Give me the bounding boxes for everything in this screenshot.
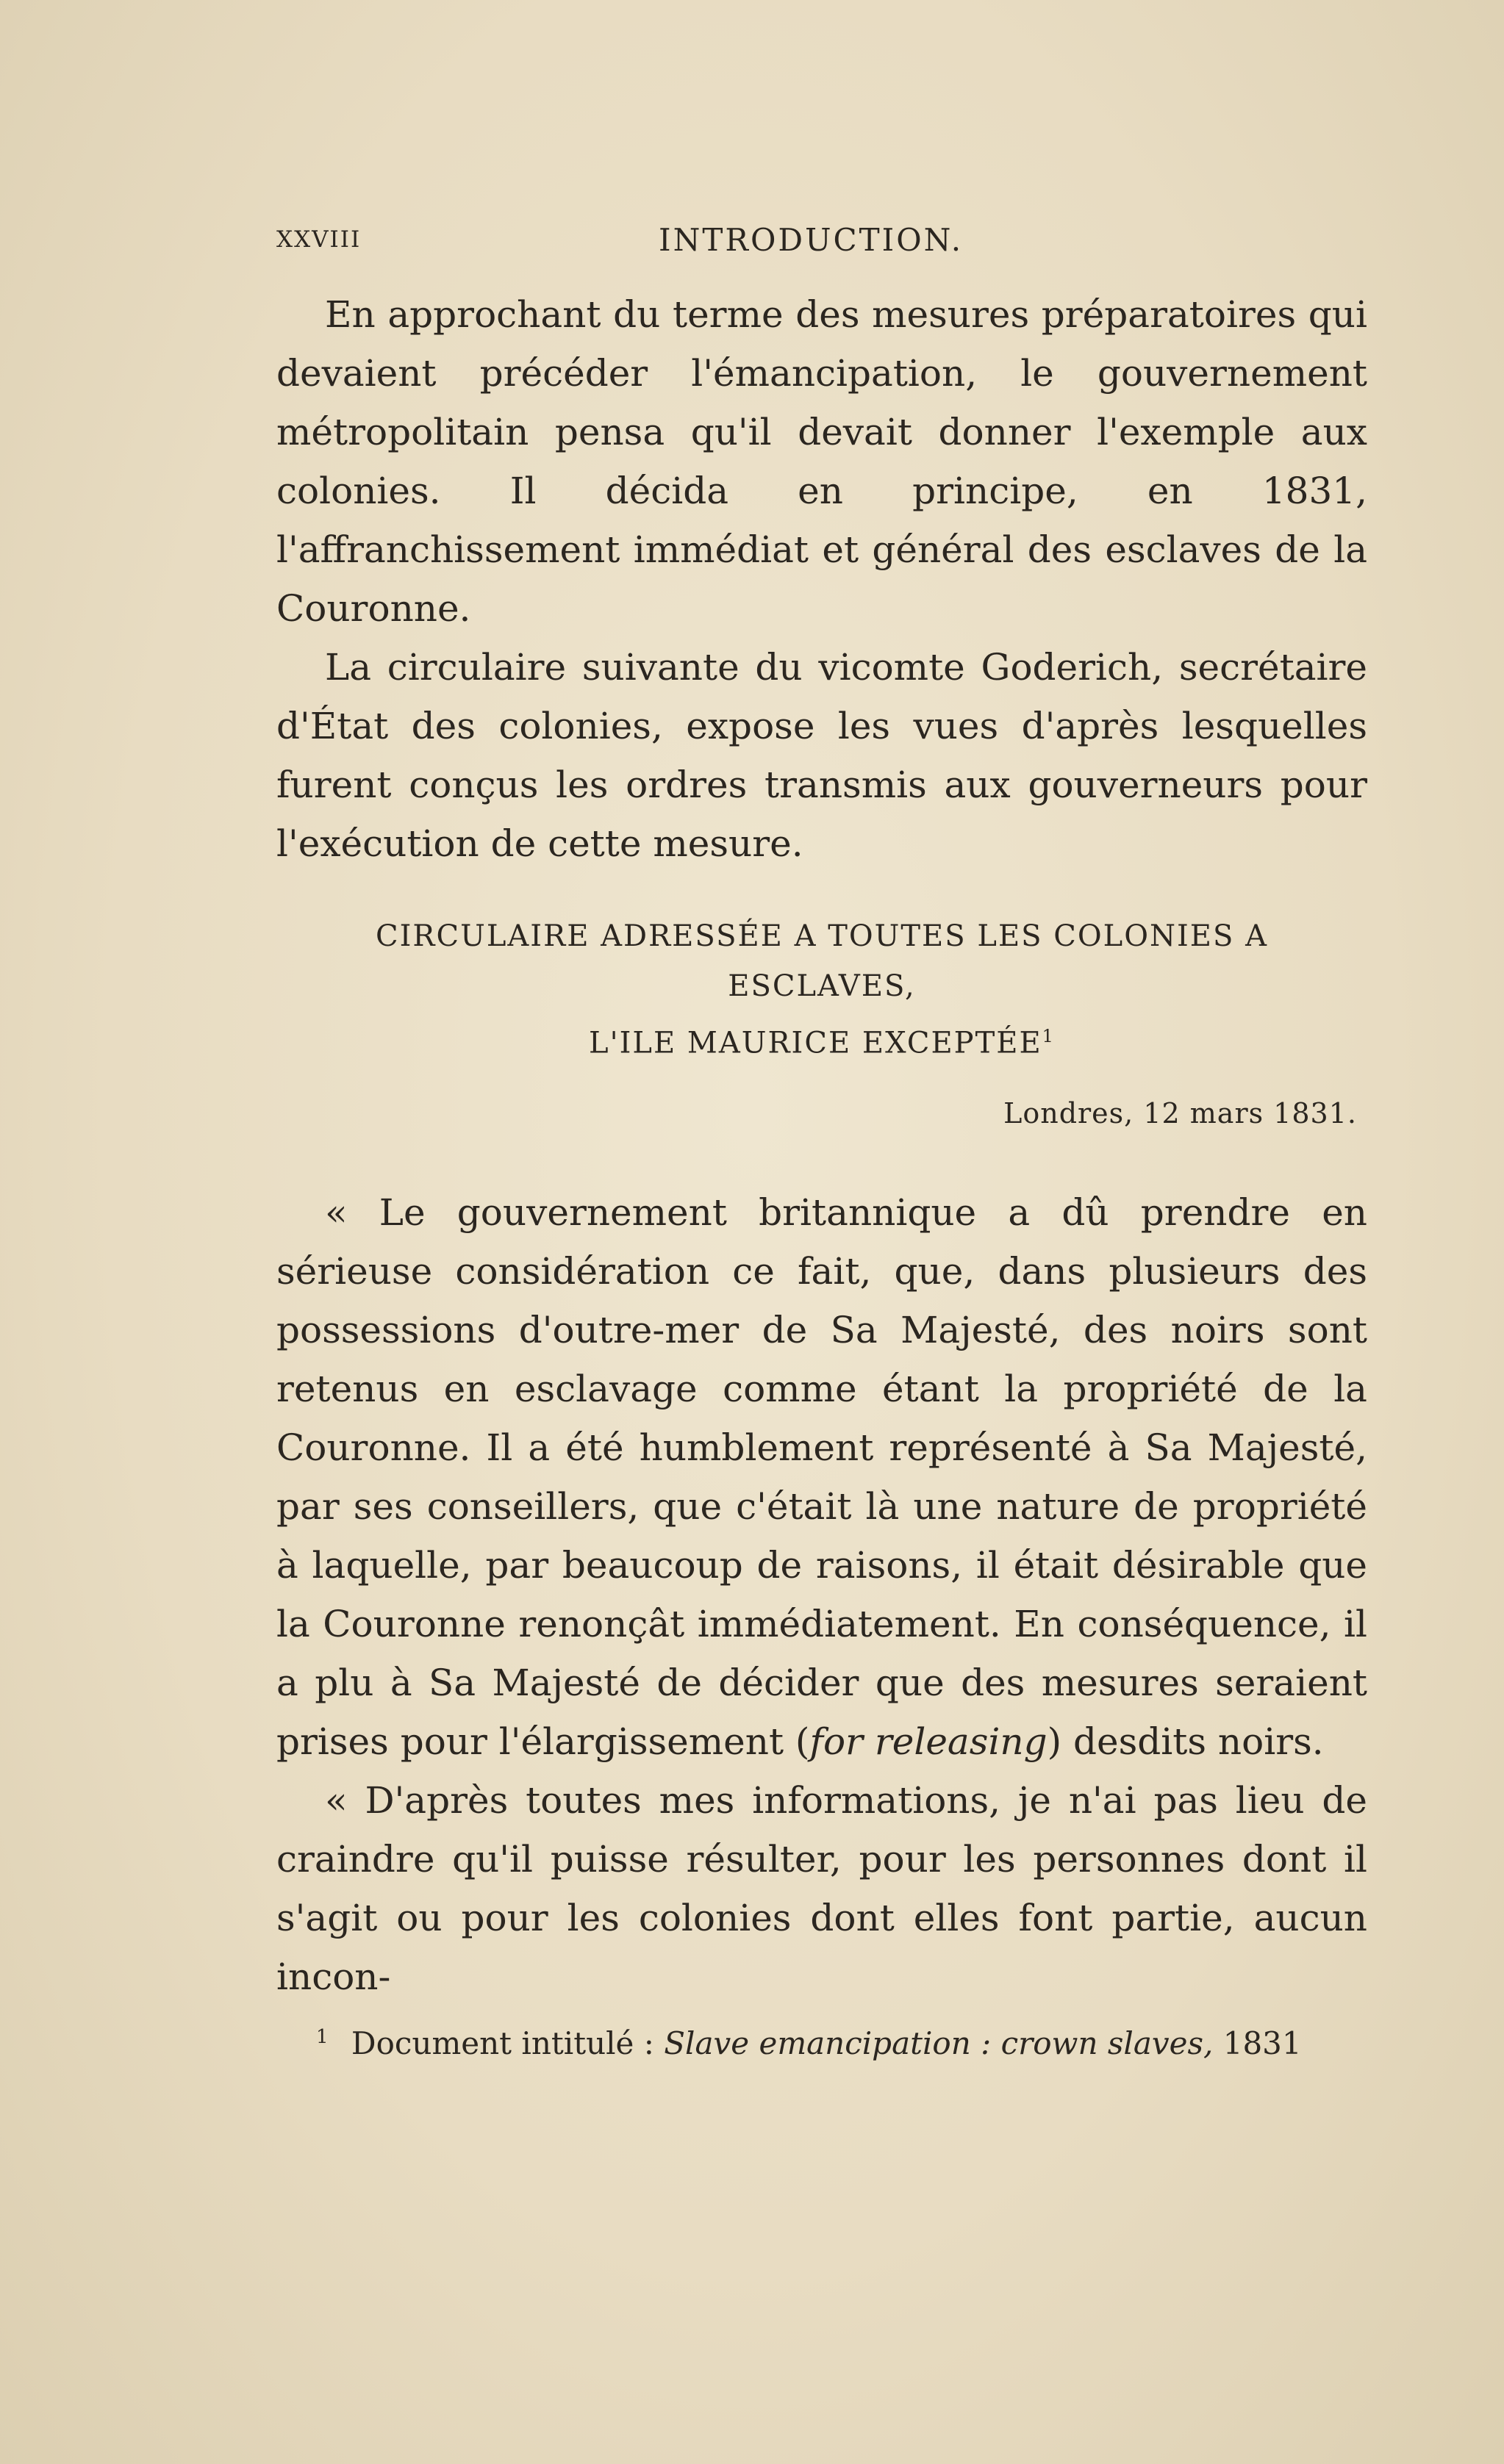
intro-paragraph-2: La circulaire suivante du vicomte Goderich, secrétaire d'État des colonies, expose les vues d'après lesquelles furent conçus les ordres transmis aux gouverneurs pour l'exécution de cette mesure. <box>276 646 1367 865</box>
footnote-reference: 1 <box>1042 1026 1055 1046</box>
circular-heading <box>276 911 1367 1068</box>
page-header <box>276 222 1367 270</box>
footnote-year: 1831 <box>1222 2025 1302 2061</box>
circular-heading-line-2: L'ILE MAURICE EXCEPTÉE$^1$ <box>589 1026 1055 1060</box>
footnote-mark: 1 <box>316 2026 329 2048</box>
page-number: XXVIII <box>276 226 362 253</box>
circular-text <box>276 1183 1367 2006</box>
circular-paragraph-2: « D'après toutes mes informations, je n'ai pas lieu de craindre qu'il puisse résulter, pour les personnes dont il s'agit ou pour les colonies dont elles font partie, aucun incon- <box>276 1779 1367 1998</box>
running-title: INTRODUCTION. <box>659 222 964 258</box>
footnote-title: Slave emancipation : crown slaves, <box>664 2025 1214 2061</box>
dateline: Londres, 12 mars 1831. <box>1003 1097 1357 1129</box>
english-phrase: for releasing <box>809 1720 1048 1763</box>
intro-text <box>276 285 1367 873</box>
intro-paragraph-1: En approchant du terme des mesures préparatoires qui devaient précéder l'émancipation, le gouvernement métropolitain pensa qu'il devait donner l'exemple aux colonies. Il décida en principe, en 1831, l'affranchissement immédiat et général des esclaves de la Couronne. <box>276 293 1367 630</box>
footnote <box>316 2025 1302 2061</box>
circular-heading-line-1: CIRCULAIRE ADRESSÉE A TOUTES LES COLONIES A ESCLAVES, <box>375 919 1269 1003</box>
footnote-label: Document intitulé : <box>351 2025 654 2061</box>
circular-paragraph-1: « Le gouvernement britannique a dû prendre en sérieuse considération ce fait, que, dans plusieurs des possessions d'outre-mer de Sa Majesté, des noirs sont retenus en esclavage comme étant la propriété de la Couronne. Il a été humblement représenté à Sa Majesté, par ses conseillers, que c'était là une nature de propriété à laquelle, par beaucoup de raisons, il était désirable que la Couronne renonçât immédiatement. En conséquence, il a plu à Sa Majesté de décider que des mesures seraient prises pour l'élargissement (for releasing) desdits noirs. <box>276 1191 1367 1763</box>
